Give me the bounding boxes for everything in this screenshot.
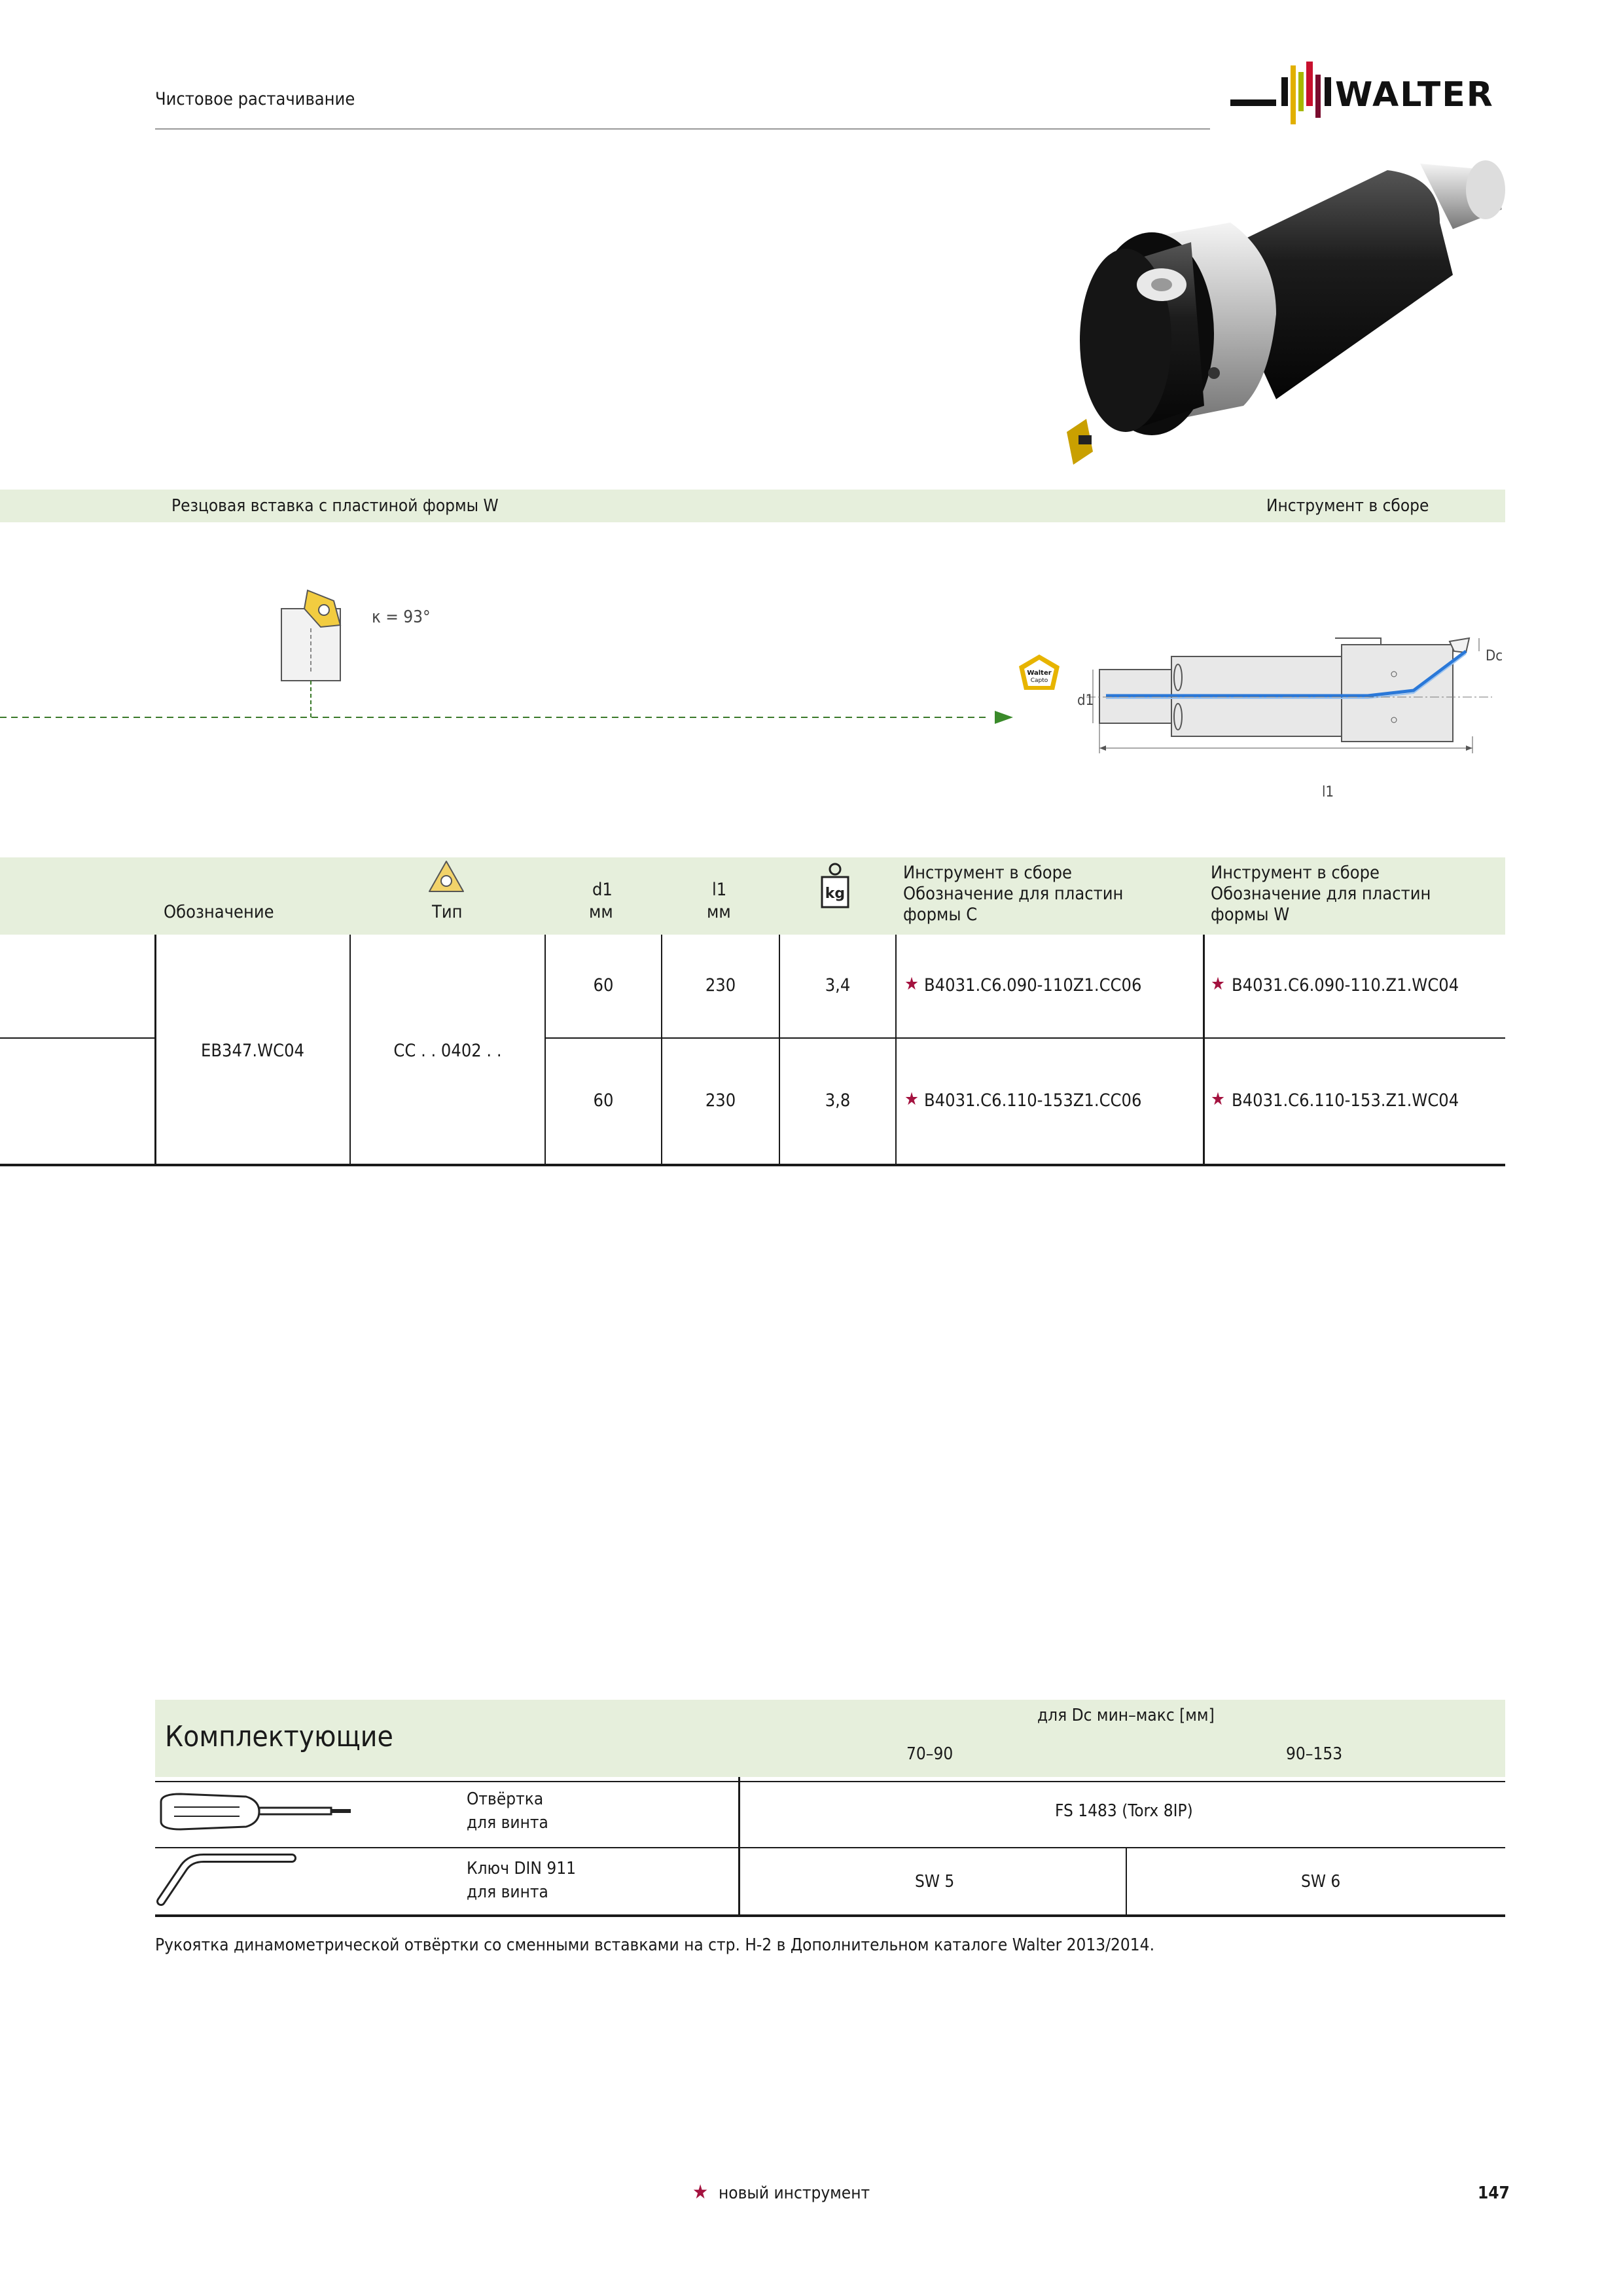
accessories-divider xyxy=(1126,1847,1127,1916)
left-band-label: Резцовая вставка с пластиной формы W xyxy=(171,496,499,516)
dim-l1-label: l1 xyxy=(1322,784,1334,800)
col-assembly-c-line1: Инструмент в сборе xyxy=(903,863,1072,883)
hex-key-icon xyxy=(154,1849,298,1908)
table-divider xyxy=(779,935,780,1165)
row2-star-w: ★ xyxy=(1211,1089,1225,1109)
svg-text:Walter: Walter xyxy=(1027,670,1052,677)
row2-kg: 3,8 xyxy=(825,1090,851,1111)
weight-icon-text: kg xyxy=(825,886,846,902)
table-divider xyxy=(661,935,662,1165)
type-cell: CC . . 0402 . . xyxy=(393,1041,502,1061)
insert-type-icon xyxy=(427,859,466,898)
axis-line xyxy=(0,711,1021,724)
header-rule xyxy=(155,128,1210,130)
col-l1-unit: мм xyxy=(707,902,731,922)
walter-logo-text: WALTER xyxy=(1335,75,1494,115)
col-assembly-w-line1: Инструмент в сборе xyxy=(1211,863,1380,883)
screwdriver-name-line1: Отвёртка xyxy=(467,1789,544,1809)
row2-l1: 230 xyxy=(705,1090,736,1111)
row2-assembly-w: B4031.C6.110-153.Z1.WC04 xyxy=(1232,1090,1459,1111)
svg-text:Capto: Capto xyxy=(1030,677,1048,684)
screwdriver-name-line2: для винта xyxy=(467,1813,548,1833)
row1-assembly-w: B4031.C6.090-110.Z1.WC04 xyxy=(1232,975,1459,996)
accessories-title: Комплектующие xyxy=(165,1720,393,1753)
screwdriver-value: FS 1483 (Torx 8IP) xyxy=(1055,1801,1193,1821)
row1-assembly-c: B4031.C6.090-110Z1.CC06 xyxy=(924,975,1142,996)
row1-star-w: ★ xyxy=(1211,974,1225,994)
row2-d1: 60 xyxy=(593,1090,614,1111)
table-row-divider xyxy=(546,1037,1505,1039)
row1-kg: 3,4 xyxy=(825,975,851,996)
assembly-drawing xyxy=(1073,625,1499,808)
accessories-col2: 90–153 xyxy=(1286,1744,1343,1764)
table-divider xyxy=(544,935,546,1165)
section-title: Чистовое растачивание xyxy=(155,89,355,109)
accessories-note: Рукоятка динамометрической отвёртки со сменными вставками на стр. H-2 в Дополнительном каталоге Walter 2013/2014. xyxy=(155,1935,1154,1955)
col-d1-header: d1 xyxy=(592,880,613,900)
new-tool-legend: новый инструмент xyxy=(719,2183,870,2203)
row2-assembly-c: B4031.C6.110-153Z1.CC06 xyxy=(924,1090,1142,1111)
right-band-label: Инструмент в сборе xyxy=(1266,496,1429,516)
col-assembly-w-line3: формы W xyxy=(1211,905,1290,925)
table-bottom-rule xyxy=(0,1164,1505,1166)
hex-key-name-line2: для винта xyxy=(467,1882,548,1902)
dim-d1-label: d1 xyxy=(1077,692,1094,709)
col-l1-header: l1 xyxy=(712,880,727,900)
col-type-header: Тип xyxy=(432,902,463,922)
capto-badge xyxy=(1018,653,1061,692)
accessories-row-divider xyxy=(155,1847,1505,1848)
tool-photo xyxy=(995,144,1518,484)
row1-star: ★ xyxy=(904,974,919,994)
accessories-divider xyxy=(738,1777,740,1916)
accessories-range-label: для Dc мин–макс [мм] xyxy=(1037,1706,1215,1725)
page-number: 147 xyxy=(1478,2183,1510,2203)
hex-key-value1: SW 5 xyxy=(915,1872,955,1892)
screwdriver-icon xyxy=(154,1789,357,1835)
table-divider xyxy=(1203,935,1205,1165)
kappa-angle-label: κ = 93° xyxy=(372,607,431,627)
insert-holder-drawing xyxy=(275,589,373,720)
row1-l1: 230 xyxy=(705,975,736,996)
row2-star: ★ xyxy=(904,1089,919,1109)
col-d1-unit: мм xyxy=(589,902,613,922)
weight-icon xyxy=(818,861,852,910)
hex-key-name-line1: Ключ DIN 911 xyxy=(467,1859,576,1878)
new-tool-star: ★ xyxy=(692,2181,709,2204)
designation-cell: EB347.WC04 xyxy=(201,1041,304,1061)
col-assembly-c-line3: формы С xyxy=(903,905,978,925)
accessories-row-divider xyxy=(155,1781,1505,1782)
table-row-divider xyxy=(0,1037,154,1039)
accessories-bottom-rule xyxy=(155,1914,1505,1917)
dim-dc-label: Dc xyxy=(1486,648,1503,664)
row1-d1: 60 xyxy=(593,975,614,996)
walter-logo xyxy=(1230,59,1505,131)
col-designation-header: Обозначение xyxy=(164,902,274,922)
accessories-col1: 70–90 xyxy=(906,1744,954,1764)
hex-key-value2: SW 6 xyxy=(1301,1872,1341,1892)
col-assembly-c-line2: Обозначение для пластин xyxy=(903,884,1124,904)
col-assembly-w-line2: Обозначение для пластин xyxy=(1211,884,1431,904)
table-divider xyxy=(895,935,897,1165)
